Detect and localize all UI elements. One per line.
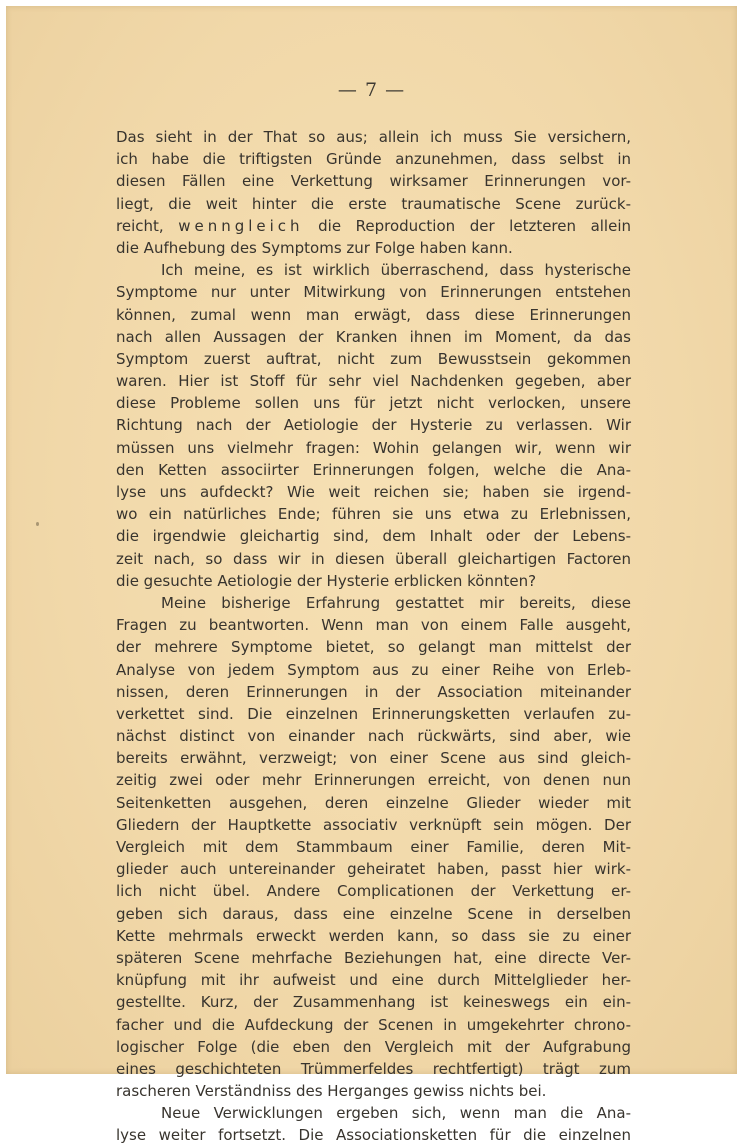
text-segment: knüpfung mit ihr aufweist und eine durch Mittelglieder her-: [116, 971, 631, 990]
text-segment: nächst distinct von einander nach rückwärts, sind aber, wie: [116, 727, 631, 746]
text-line: [116, 148, 631, 170]
text-segment: Gliedern der Hauptkette associativ verknüpft sein mögen. Der: [116, 815, 631, 834]
text-line: [116, 1124, 631, 1146]
text-segment: der mehrere Symptome bietet, so gelangt man mittelst der: [116, 638, 631, 657]
text-segment: ich habe die triftigsten Gründe anzunehmen, dass selbst in: [116, 150, 631, 169]
text-line: [116, 1080, 631, 1102]
text-segment: rascheren Verständniss des Herganges gewiss nichts bei.: [116, 1082, 547, 1101]
text-segment: Vergleich mit dem Stammbaum einer Familie, deren Mit-: [116, 838, 631, 856]
page-number: — 7 —: [337, 79, 406, 101]
text-line: [116, 659, 631, 681]
text-segment: Neue Verwicklungen ergeben sich, wenn man die Ana-: [161, 1104, 631, 1123]
text-line: [116, 925, 631, 947]
text-line: [116, 503, 631, 525]
text-line: [116, 703, 631, 725]
text-segment: reicht,: [116, 216, 179, 235]
text-segment: geben sich daraus, dass eine einzelne Scene in derselben: [116, 904, 631, 923]
text-segment: Fragen zu beantworten. Wenn man von einem Falle ausgeht,: [116, 616, 631, 635]
text-segment: müssen uns vielmehr fragen: Wohin gelangen wir, wenn wir: [116, 438, 631, 457]
text-segment: bereits erwähnt, verzweigt; von einer Scene aus sind gleich-: [116, 749, 631, 768]
text-line: [116, 170, 631, 192]
text-line: [116, 481, 631, 503]
text-line: [116, 836, 631, 858]
text-line: [116, 725, 631, 747]
text-segment: Kette mehrmals erweckt werden kann, so dass sie zu einer: [116, 926, 631, 945]
text-segment: die Reproduction der letzteren allein: [303, 216, 631, 235]
text-line: [116, 969, 631, 991]
emphasized-word: wenngleich: [178, 216, 304, 235]
text-segment: wo ein natürliches Ende; führen sie uns etwa zu Erlebnissen,: [116, 505, 631, 524]
text-line: [116, 193, 631, 215]
text-line: [116, 858, 631, 880]
text-segment: facher und die Aufdeckung der Scenen in umgekehrter chrono-: [116, 1015, 631, 1034]
text-segment: nach allen Aussagen der Kranken ihnen im Moment, da das: [116, 327, 631, 346]
text-segment: glieder auch untereinander geheiratet haben, passt hier wirk-: [116, 860, 631, 879]
text-segment: lyse weiter fortsetzt. Die Associationsketten für die einzelnen: [116, 1126, 631, 1145]
text-line: [116, 259, 631, 281]
text-line: [116, 414, 631, 436]
text-line: [116, 636, 631, 658]
text-line: [116, 525, 631, 547]
text-segment: den Ketten associirter Erinnerungen folgen, welche die Ana-: [116, 460, 631, 479]
text-segment: Seitenketten ausgehen, deren einzelne Glieder wieder mit: [116, 793, 631, 812]
text-line: [116, 126, 631, 148]
text-line: [116, 1102, 631, 1124]
text-line: [116, 348, 631, 370]
text-line: [116, 1014, 631, 1036]
text-line: [116, 215, 631, 237]
text-line: [116, 570, 631, 592]
text-line: [116, 370, 631, 392]
paper-speck: [36, 522, 39, 526]
body-text: [116, 126, 631, 1147]
text-line: [116, 392, 631, 414]
text-segment: eines geschichteten Trümmerfeldes rechtfertigt) trägt zum: [116, 1059, 631, 1078]
text-line: [116, 681, 631, 703]
text-segment: logischer Folge (die eben den Vergleich mit der Aufgrabung: [116, 1037, 631, 1056]
text-segment: die irgendwie gleichartig sind, dem Inhalt oder der Lebens-: [116, 527, 631, 546]
text-line: [116, 991, 631, 1013]
text-segment: können, zumal wenn man erwägt, dass diese Erinnerungen: [116, 305, 631, 324]
text-line: [116, 880, 631, 902]
text-line: [116, 769, 631, 791]
text-line: [116, 747, 631, 769]
text-segment: verkettet sind. Die einzelnen Erinnerungsketten verlaufen zu-: [116, 704, 631, 723]
text-line: [116, 326, 631, 348]
text-line: [116, 792, 631, 814]
text-line: [116, 237, 631, 259]
text-segment: Das sieht in der That so aus; allein ich muss Sie versichern,: [116, 128, 631, 146]
text-segment: Ich meine, es ist wirklich überraschend, dass hysterische: [161, 261, 631, 280]
text-segment: zeitig zwei oder mehr Erinnerungen erreicht, von denen nun: [116, 771, 631, 790]
text-line: [116, 281, 631, 303]
text-segment: Symptome nur unter Mitwirkung von Erinnerungen entstehen: [116, 283, 631, 302]
text-segment: lyse uns aufdeckt? Wie weit reichen sie; haben sie irgend-: [116, 483, 631, 501]
text-line: [116, 592, 631, 614]
text-segment: diesen Fällen eine Verkettung wirksamer Erinnerungen vor-: [116, 172, 631, 191]
text-line: [116, 614, 631, 636]
text-line: [116, 947, 631, 969]
text-line: [116, 1058, 631, 1080]
text-line: [116, 548, 631, 570]
text-segment: gestellte. Kurz, der Zusammenhang ist keineswegs ein ein-: [116, 993, 631, 1012]
text-line: [116, 304, 631, 326]
text-segment: liegt, die weit hinter die erste traumatische Scene zurück-: [116, 194, 631, 213]
text-segment: Meine bisherige Erfahrung gestattet mir bereits, diese: [161, 593, 631, 612]
book-page: [6, 6, 737, 1145]
text-segment: zeit nach, so dass wir in diesen überall gleichartigen Factoren: [116, 549, 631, 568]
text-segment: die Aufhebung des Symptoms zur Folge haben kann.: [116, 238, 513, 257]
text-segment: waren. Hier ist Stoff für sehr viel Nachdenken gegeben, aber: [116, 372, 631, 391]
text-segment: nissen, deren Erinnerungen in der Association miteinander: [116, 682, 631, 701]
text-segment: Richtung nach der Aetiologie der Hysterie zu verlassen. Wir: [116, 416, 631, 435]
text-segment: späteren Scene mehrfache Beziehungen hat, eine directe Ver-: [116, 948, 631, 967]
text-segment: lich nicht übel. Andere Complicationen der Verkettung er-: [116, 882, 631, 901]
text-segment: Analyse von jedem Symptom aus zu einer Reihe von Erleb-: [116, 660, 631, 679]
text-line: [116, 903, 631, 925]
text-segment: die gesuchte Aetiologie der Hysterie erblicken könnten?: [116, 571, 537, 590]
text-line: [116, 459, 631, 481]
text-line: [116, 1036, 631, 1058]
text-line: [116, 437, 631, 459]
text-segment: Symptom zuerst auftrat, nicht zum Bewusstsein gekommen: [116, 349, 631, 368]
text-segment: diese Probleme sollen uns für jetzt nicht verlocken, unsere: [116, 394, 631, 413]
text-line: [116, 814, 631, 836]
